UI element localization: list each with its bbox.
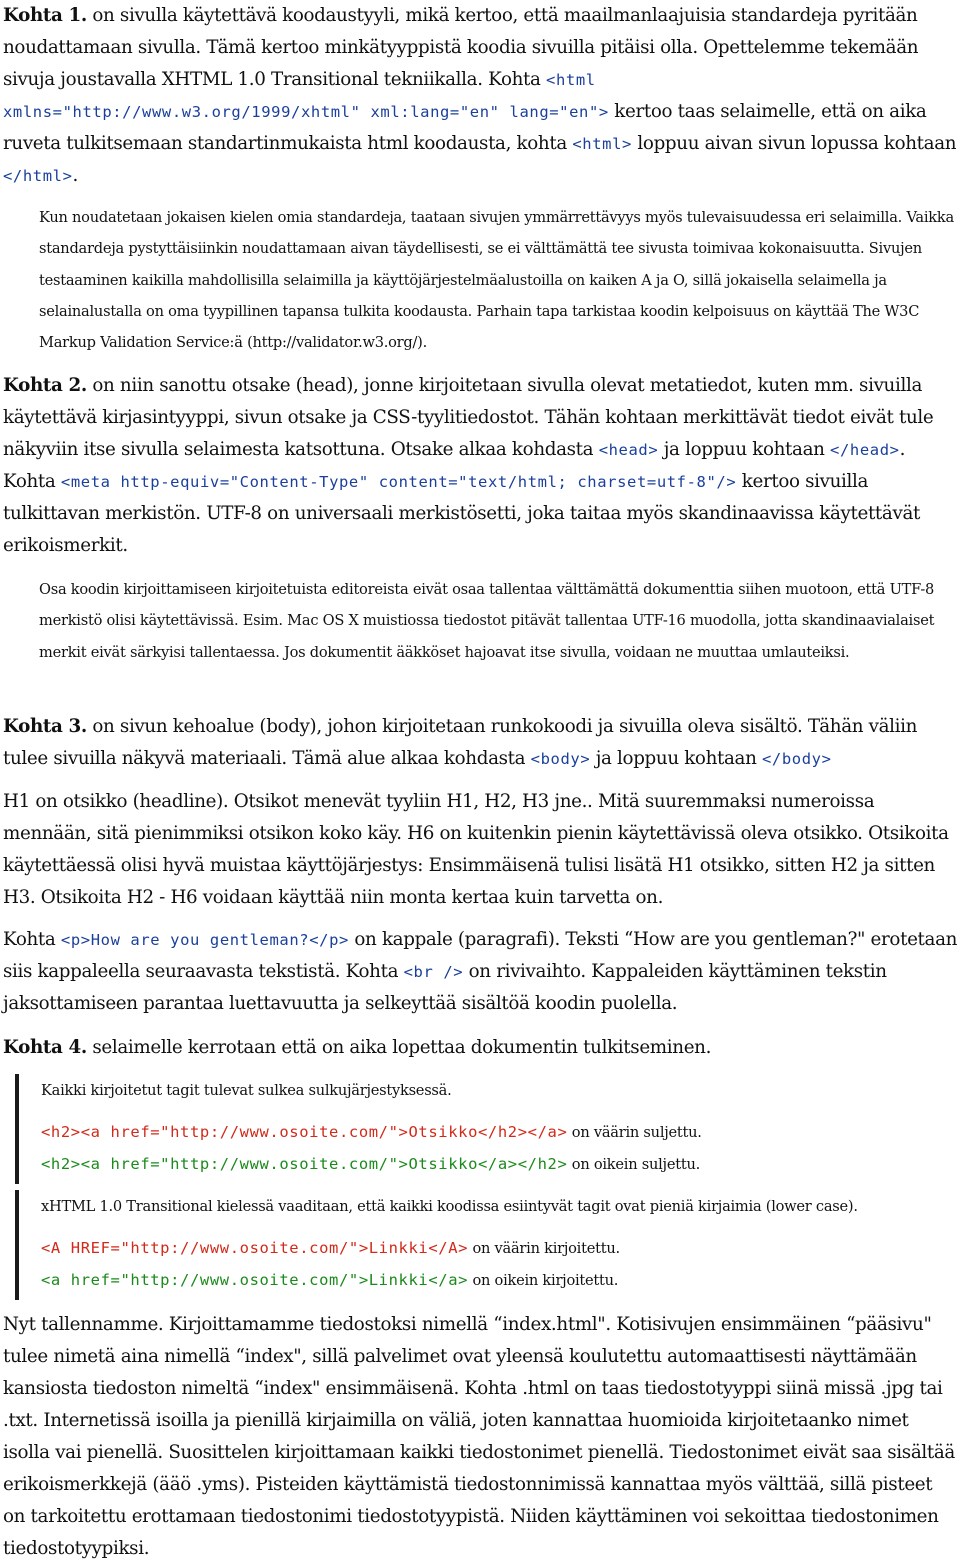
saving-paragraph: Nyt tallennamme. Kirjoittamamme tiedostoksi nimellä “index.html". Kotisivujen ensimmäinen “pääsivu" tulee nimetä aina nimellä “index", sillä palvelimet ovat yleensä koulutettu automaattisesti näyttämään kansiosta tiedoston nimeltä “index" ensimmäisenä. Kohta .html on taas tiedostotyyppi siinä missä .jpg tai .txt. Internetissä isoilla ja pienillä kirjaimilla on väliä, joten kannattaa huomioida kirjoitetaanko nimet isolla vai pienellä. Suosittelen kirjoittamaan kaikki tiedostonimet pienellä. Tiedostonimet eivät saa sisältää erikoismerkkejä (ääö .yms). Pisteiden käyttämistä tiedostonnimissä kannattaa myös välttää, sillä pisteet on tarkoitettu erottamaan tiedostonimi tiedostotyypistä. Niiden käyttäminen voi sekoittaa tiedostonimen tiedostotyypiksi.	[3, 1314, 955, 1559]
code-body-open: <body>	[530, 750, 591, 768]
code-head-open: <head>	[598, 441, 659, 459]
encoding-note: Osa koodin kirjoittamiseen kirjoitetuista editoreista eivät osaa tallentaa välttämättä dokumenttia siihen muotoon, että UTF-8 merkistö olisi käytettävissä. Esim. Mac OS X muistiossa tiedostot pitävät tallentaa UTF-16 muodolla, jotta skandinaavialaiset merkit eivät särkyisi tallentaessa. Jos dokumentit ääkköset hajoavat itse sivulla, voidaan ne muuttaa umlauteiksi.	[39, 581, 935, 661]
kohta-2-label: Kohta 2.	[3, 375, 87, 396]
tag-closing-right: <h2><a href="http://www.osoite.com/">Otsikko</a></h2> on oikein suljettu.	[41, 1154, 700, 1173]
lowercase-wrong: <A HREF="http://www.osoite.com/">Linkki</A> on väärin kirjoitettu.	[41, 1239, 620, 1258]
lowercase-note	[41, 1191, 941, 1296]
code-body-close: </body>	[762, 750, 832, 768]
kohta-3-label: Kohta 3.	[3, 716, 87, 737]
code-html-open: <html xmlns="http://www.w3.org/1999/xhtml" xml:lang="en" lang="en">	[3, 71, 609, 121]
tag-closing-wrong: <h2><a href="http://www.osoite.com/">Otsikko</h2></a> on väärin suljettu.	[41, 1123, 702, 1142]
code-html-close: </html>	[3, 167, 73, 185]
section-4-paragraph: Kohta 4. selaimelle kerrotaan että on aika lopettaa dokumentin tulkitseminen.	[3, 1037, 712, 1058]
code-head-close: </head>	[830, 441, 900, 459]
quote-bar-2	[15, 1190, 19, 1300]
code-p-example: <p>How are you gentleman?</p>	[60, 931, 349, 949]
standards-note: Kun noudatetaan jokaisen kielen omia standardeja, taataan sivujen ymmärrettävyys myös tulevaisuudessa eri selaimilla. Vaikka standardeja pystyttäisiinkin noudattamaan aivan täydellisesti, se ei välttämättä tee sivusta toimivaa kokonaisuutta. Sivujen testaaminen kaikilla mahdollisilla selaimilla ja käyttöjärjestelmäalustoilla on kaiken A ja O, sillä jokaisella selaimella ja selainalustalla on oma tyypillinen tapansa tulkita koodausta. Parhain tapa tarkistaa koodin kelpoisuus on käyttää The W3C Markup Validation Service:ä (http://validator.w3.org/).	[39, 209, 954, 352]
code-html: <html>	[572, 135, 632, 153]
code-br: <br />	[403, 963, 464, 981]
kohta-4-label: Kohta 4.	[3, 1037, 87, 1058]
code-meta-charset: <meta http-equiv="Content-Type" content="text/html; charset=utf-8"/>	[60, 473, 737, 491]
section-3-paragraph: Kohta 3. on sivun kehoalue (body), johon kirjoitetaan runkokoodi ja sivuilla oleva sisältö. Tähän väliin tulee sivuilla näkyvä materiaali. Tämä alue alkaa kohdasta <body> ja loppuu kohtaan </body>	[3, 716, 918, 769]
section-1-paragraph: Kohta 1. on sivulla käytettävä koodaustyyli, mikä kertoo, että maailmanlaajuisia standardeja pyritään noudattamaan sivulla. Tämä kertoo minkätyyppistä koodia sivuilla pitäisi olla. Opettelemme tekemään sivuja joustavalla XHTML 1.0 Transitional tekniikalla. Kohta <html xmlns="http://www.w3.org/1999/xhtml" xml:lang="en" lang="en"> kertoo taas selaimelle, että on aika ruveta tulkitsemaan standartinmukaista html koodausta, kohta <html> loppuu aivan sivun lopussa kohtaan </html>.	[3, 5, 957, 186]
lowercase-right: <a href="http://www.osoite.com/">Linkki</a> on oikein kirjoitettu.	[41, 1270, 619, 1289]
tag-closing-note	[41, 1075, 941, 1180]
kohta-1-label: Kohta 1.	[3, 5, 87, 26]
section-2-paragraph: Kohta 2. on niin sanottu otsake (head), jonne kirjoitetaan sivulla olevat metatiedot, kuten mm. sivuilla käytettävä kirjasintyyppi, sivun otsake ja CSS-tyylitiedostot. Tähän kohtaan merkittävät tiedot eivät tule näkyviin itse sivulla selaimesta katsottuna. Otsake alkaa kohdasta <head> ja loppuu kohtaan </head>. Kohta <meta http-equiv="Content-Type" content="text/html; charset=utf-8"/> kertoo sivuilla tulkittavan merkistön. UTF-8 on universaali merkistösetti, joka taitaa myös skandinaavissa käytettävät erikoismerkit.	[3, 375, 934, 556]
tag-closing-intro: Kaikki kirjoitetut tagit tulevat sulkea sulkujärjestyksessä.	[41, 1082, 452, 1099]
paragraph-tag-paragraph: Kohta <p>How are you gentleman?</p> on kappale (paragrafi). Teksti “How are you gentleman?" erotetaan siis kappaleella seuraavasta tekstistä. Kohta <br /> on rivivaihto. Kappaleiden käyttäminen tekstin jaksottamiseen parantaa luettavuutta ja selkeyttää sisältöä koodin puolella.	[3, 929, 958, 1014]
lowercase-intro: xHTML 1.0 Transitional kielessä vaaditaan, että kaikki koodissa esiintyvät tagit ovat pieniä kirjaimia (lower case).	[41, 1198, 858, 1215]
headings-paragraph: H1 on otsikko (headline). Otsikot menevät tyyliin H1, H2, H3 jne.. Mitä suuremmaksi numeroissa mennään, sitä pienimmiksi otsikon koko käy. H6 on kuitenkin pienin käytettävissä oleva otsikko. Otsikoita käytettäessä olisi hyvä muistaa käyttöjärjestys: Ensimmäisenä tulisi lisätä H1 otsikko, sitten H2 ja sitten H3. Otsikoita H2 - H6 voidaan käyttää niin monta kertaa kuin tarvetta on.	[3, 791, 949, 908]
quote-bar-1	[15, 1074, 19, 1184]
